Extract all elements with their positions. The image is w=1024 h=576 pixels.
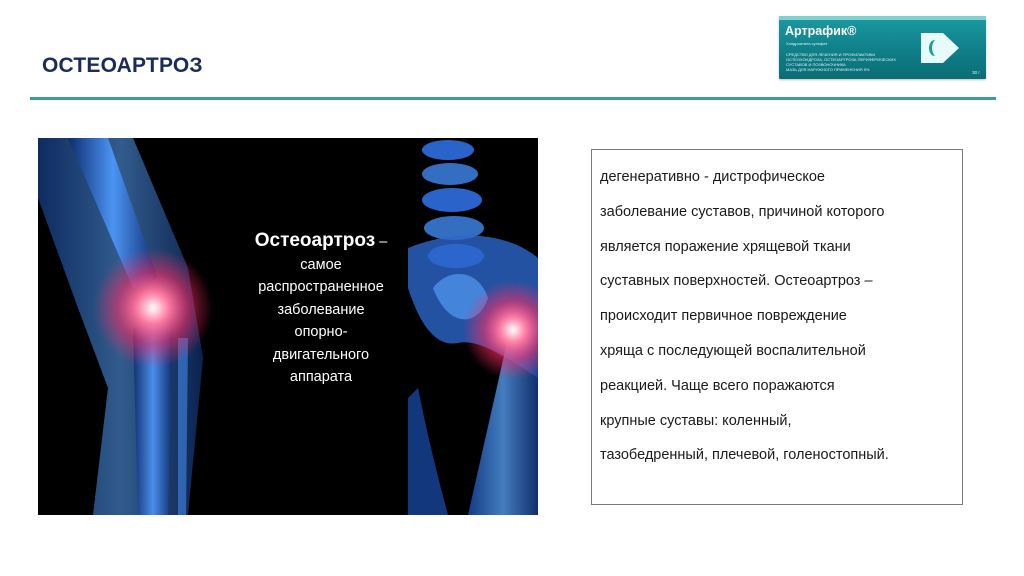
product-form: МАЗЬ ДЛЯ НАРУЖНОГО ПРИМЕНЕНИЯ 5% [786,67,870,72]
caption-line: опорно- [294,324,348,340]
definition-line: заболевание суставов, причиной которого [600,203,885,220]
definition-line: происходит первичное повреждение [600,308,847,325]
caption-line: заболевание [277,301,365,318]
product-package-image [779,16,986,79]
caption-line: двигательного [272,346,370,363]
definition-line: дегенеративно - дистрофическое [600,169,825,185]
product-brand: Артрафик® [785,24,857,38]
definition-line: хряща с последующей воспалительной [600,342,866,359]
definition-line: реакцией. Чаще всего поражаются [600,377,835,394]
definition-box [591,149,963,505]
product-subtitle [786,41,906,67]
title-divider [30,97,996,100]
knee-inflammation [93,248,213,368]
caption-line: распространенное [258,279,384,295]
definition-line: крупные суставы: коленный, [600,412,792,429]
caption-line: самое [300,256,342,273]
definition-line: является поражение хрящевой ткани [600,238,851,255]
definition-text [600,160,962,473]
definition-line: тазобедренный, плечевой, голеностопный. [600,447,889,464]
product-weight: 30 г [972,70,980,75]
definition-line: суставных поверхностей. Остеоартроз – [600,273,873,290]
product-logo-icon [917,27,963,69]
product-ingredient: Хондроитина сульфат [786,41,828,46]
left-femur-hip [408,388,448,515]
caption-dash: – [375,234,388,250]
caption-title: Остеоартроз [254,230,376,251]
caption-line: аппарата [289,369,353,385]
slide-title: ОСТЕОАРТРОЗ [42,54,203,77]
package-top-band [779,16,986,20]
image-caption [216,230,426,389]
product-description: СРЕДСТВО ДЛЯ ЛЕЧЕНИЯ И ПРОФИЛАКТИКИ ОСТЕОХОНДРОЗА, ОСТЕОАРТРОЗА ПЕРИФЕРИЧЕСКИХ СУСТАВОВ И ПОЗВОНОЧНИКА [786,52,897,67]
xray-joints-image [38,138,538,515]
